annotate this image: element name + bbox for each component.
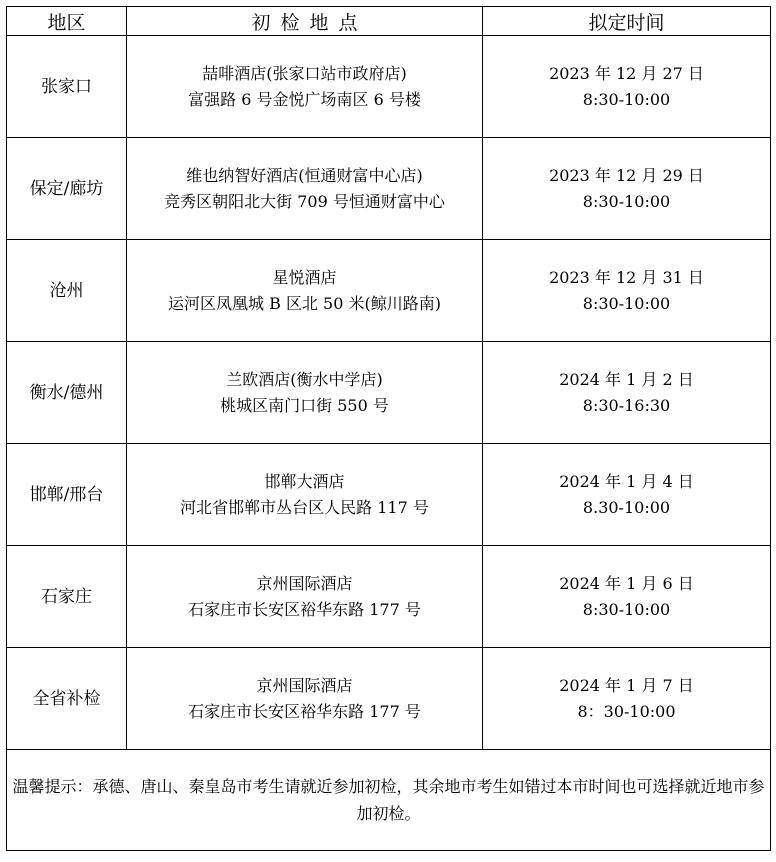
table-row xyxy=(7,444,771,546)
location-cell xyxy=(127,36,483,138)
venue-address: 河北省邯郸市丛台区人民路 117 号 xyxy=(180,497,429,517)
region-cell: 全省补检 xyxy=(7,648,127,750)
venue-address: 石家庄市长安区裕华东路 177 号 xyxy=(188,701,421,721)
exam-hours: 8:30-10:00 xyxy=(582,89,671,109)
time-cell xyxy=(483,546,771,648)
exam-hours: 8:30-10:00 xyxy=(582,191,671,211)
table-row xyxy=(7,546,771,648)
region-cell: 保定/廊坊 xyxy=(7,138,127,240)
venue-address: 富强路 6 号金悦广场南区 6 号楼 xyxy=(188,89,421,109)
header-region: 地区 xyxy=(7,7,127,36)
location-cell xyxy=(127,546,483,648)
table-row xyxy=(7,138,771,240)
region-cell: 衡水/德州 xyxy=(7,342,127,444)
time-cell xyxy=(483,138,771,240)
header-row xyxy=(7,7,771,36)
venue-name: 星悦酒店 xyxy=(272,267,337,287)
exam-hours: 8：30-10:00 xyxy=(577,701,676,721)
exam-date: 2024 年 1 月 2 日 xyxy=(559,369,694,389)
header-place: 初检地点 xyxy=(127,7,483,36)
exam-date: 2024 年 1 月 6 日 xyxy=(559,573,694,593)
table-row xyxy=(7,240,771,342)
time-cell xyxy=(483,342,771,444)
time-cell xyxy=(483,240,771,342)
location-cell xyxy=(127,342,483,444)
region-cell: 沧州 xyxy=(7,240,127,342)
exam-date: 2023 年 12 月 31 日 xyxy=(549,267,704,287)
venue-name: 维也纳智好酒店(恒通财富中心店) xyxy=(186,165,423,185)
table-row xyxy=(7,36,771,138)
venue-name: 邯郸大酒店 xyxy=(264,471,345,491)
header-time: 拟定时间 xyxy=(483,7,771,36)
exam-hours: 8:30-16:30 xyxy=(582,395,671,415)
exam-date: 2024 年 1 月 4 日 xyxy=(559,471,694,491)
note-row xyxy=(7,750,771,851)
location-cell xyxy=(127,240,483,342)
exam-date: 2023 年 12 月 27 日 xyxy=(549,63,704,83)
time-cell xyxy=(483,444,771,546)
exam-schedule-table xyxy=(6,6,771,851)
venue-address: 运河区凤凰城 B 区北 50 米(鲸川路南) xyxy=(168,293,441,313)
table-row xyxy=(7,342,771,444)
venue-name: 兰欧酒店(衡水中学店) xyxy=(226,369,383,389)
venue-address: 竞秀区朝阳北大街 709 号恒通财富中心 xyxy=(164,191,445,211)
venue-name: 喆啡酒店(张家口站市政府店) xyxy=(202,63,407,83)
venue-name: 京州国际酒店 xyxy=(256,675,353,695)
region-cell: 石家庄 xyxy=(7,546,127,648)
venue-name: 京州国际酒店 xyxy=(256,573,353,593)
exam-hours: 8.30-10:00 xyxy=(582,497,671,517)
reminder-note: 温馨提示：承德、唐山、秦皇岛市考生请就近参加初检，其余地市考生如错过本市时间也可选择就近地市参加初检。 xyxy=(7,750,771,851)
region-cell: 邯郸/邢台 xyxy=(7,444,127,546)
exam-hours: 8:30-10:00 xyxy=(582,293,671,313)
location-cell xyxy=(127,444,483,546)
exam-date: 2023 年 12 月 29 日 xyxy=(549,165,704,185)
venue-address: 石家庄市长安区裕华东路 177 号 xyxy=(188,599,421,619)
venue-address: 桃城区南门口街 550 号 xyxy=(220,395,389,415)
time-cell xyxy=(483,36,771,138)
table-row xyxy=(7,648,771,750)
region-cell: 张家口 xyxy=(7,36,127,138)
exam-hours: 8:30-10:00 xyxy=(582,599,671,619)
location-cell xyxy=(127,138,483,240)
time-cell xyxy=(483,648,771,750)
exam-date: 2024 年 1 月 7 日 xyxy=(559,675,694,695)
location-cell xyxy=(127,648,483,750)
